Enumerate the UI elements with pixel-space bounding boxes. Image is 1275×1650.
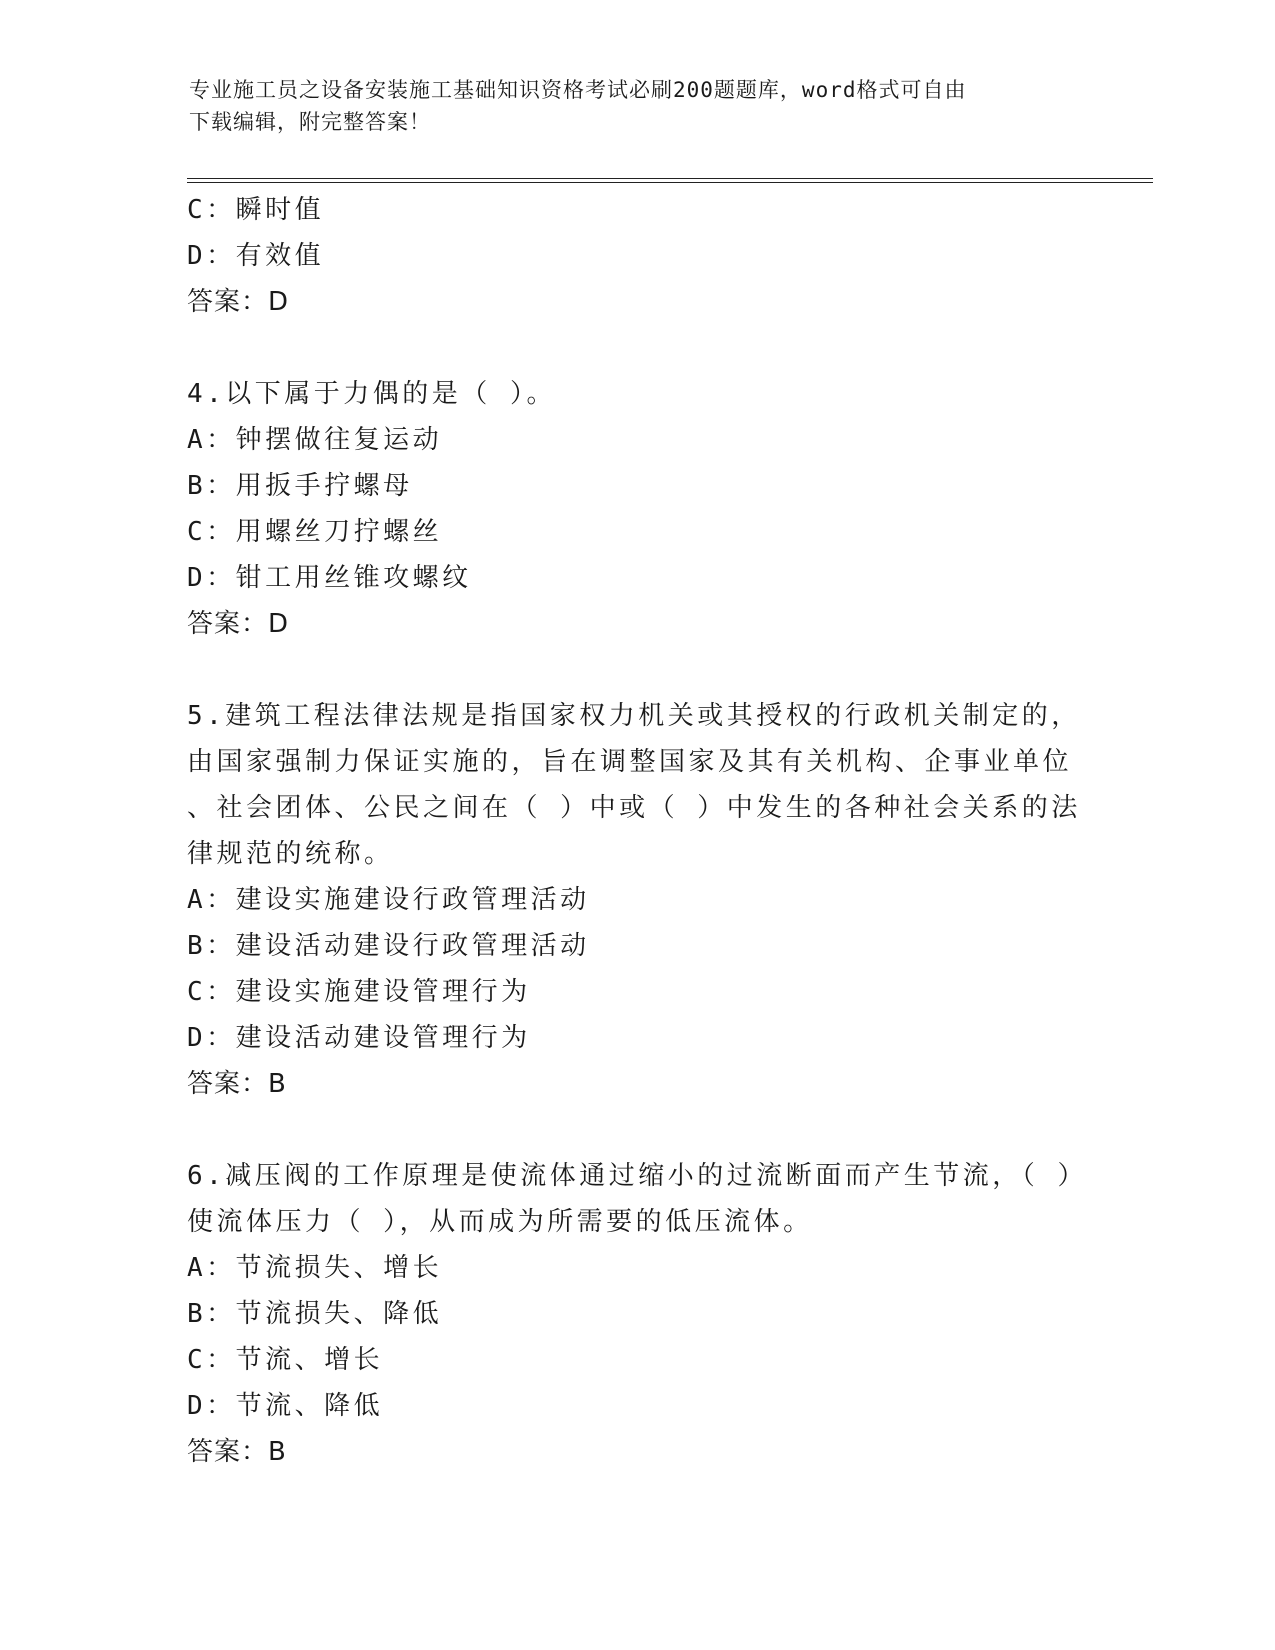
stem-line: 由国家强制力保证实施的，旨在调整国家及其有关机构、企事业单位 <box>187 747 1073 777</box>
document-body <box>187 187 1087 1475</box>
stem-line: 、社会团体、公民之间在（ ）中或（ ）中发生的各种社会关系的法 <box>187 793 1081 823</box>
answer: 答案：D <box>187 287 290 317</box>
option-c: C：节流、增长 <box>187 1345 384 1375</box>
stem-line: 5.建筑工程法律法规是指国家权力机关或其授权的行政机关制定的， <box>187 701 1081 731</box>
option-b: B：节流损失、降低 <box>187 1299 443 1329</box>
stem-line: 使流体压力（ ），从而成为所需要的低压流体。 <box>187 1207 813 1237</box>
option-b: B：建设活动建设行政管理活动 <box>187 931 590 961</box>
header-title-line-1: 专业施工员之设备安装施工基础知识资格考试必刷200题题库，word格式可自由 <box>189 78 967 102</box>
option-c: C：瞬时值 <box>187 195 325 225</box>
question-3 <box>187 187 1087 325</box>
option-a: A：钟摆做往复运动 <box>187 425 443 455</box>
option-d: D：钳工用丝锥攻螺纹 <box>187 563 472 593</box>
spacer <box>187 325 1087 371</box>
option-b: B：用扳手拧螺母 <box>187 471 413 501</box>
answer: 答案：B <box>187 1069 287 1099</box>
question-4 <box>187 371 1087 647</box>
question-stem <box>187 1153 1087 1245</box>
stem-line: 律规范的统称。 <box>187 839 394 869</box>
page-header <box>189 74 1089 138</box>
question-stem: 4.以下属于力偶的是（ ）。 <box>187 379 556 409</box>
answer: 答案：B <box>187 1437 287 1467</box>
stem-line: 6.减压阀的工作原理是使流体通过缩小的过流断面而产生节流，（ ） <box>187 1161 1087 1191</box>
question-6 <box>187 1153 1087 1475</box>
option-c: C：建设实施建设管理行为 <box>187 977 531 1007</box>
option-d: D：节流、降低 <box>187 1391 384 1421</box>
question-5 <box>187 693 1087 1107</box>
answer: 答案：D <box>187 609 290 639</box>
header-title-line-2: 下载编辑，附完整答案！ <box>189 110 431 134</box>
option-a: A：节流损失、增长 <box>187 1253 443 1283</box>
header-divider <box>187 178 1153 183</box>
option-a: A：建设实施建设行政管理活动 <box>187 885 590 915</box>
spacer <box>187 1107 1087 1153</box>
option-d: D：建设活动建设管理行为 <box>187 1023 531 1053</box>
question-stem <box>187 693 1087 877</box>
option-c: C：用螺丝刀拧螺丝 <box>187 517 443 547</box>
spacer <box>187 647 1087 693</box>
option-d: D：有效值 <box>187 241 325 271</box>
